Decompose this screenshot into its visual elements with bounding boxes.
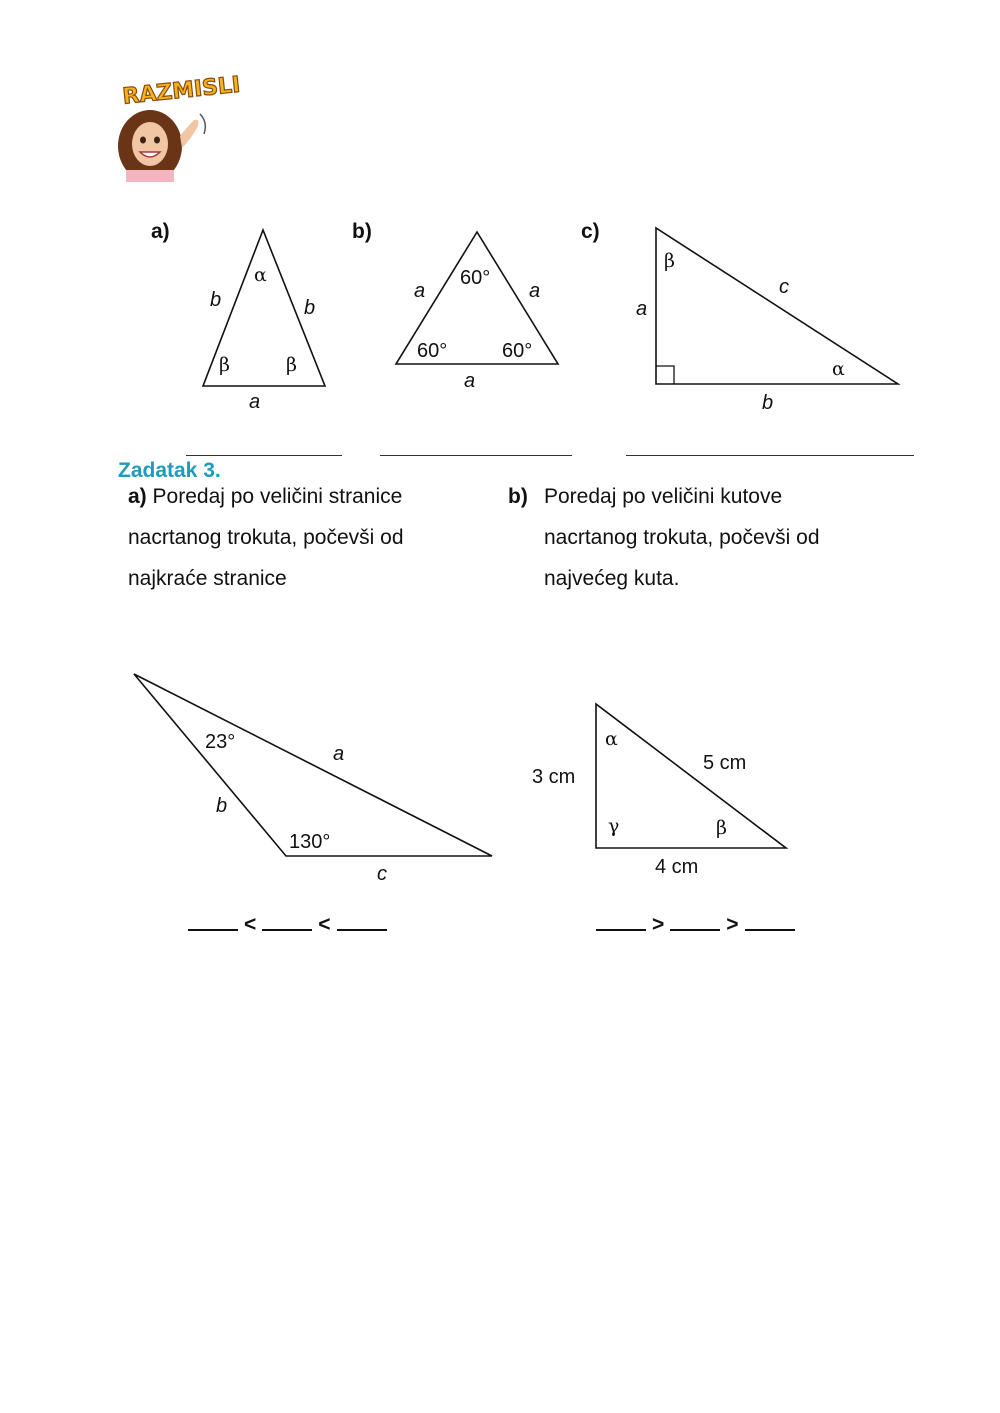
order-angles-answer <box>596 913 795 937</box>
task-3-title: Zadatak 3. <box>118 459 221 482</box>
triangle-a-angle-beta-left: β <box>219 354 230 376</box>
answer-line-b[interactable] <box>380 455 572 456</box>
answer-blank-4[interactable] <box>596 913 646 931</box>
triangle-b-angle-top: 60° <box>460 267 491 289</box>
right-triangle-figure <box>650 222 910 392</box>
triangle-c-side-a: a <box>636 298 648 320</box>
triangle-c-side-c: c <box>779 276 789 298</box>
part-a-label: a) <box>151 220 170 243</box>
razmisli-text: RAZMISLI <box>121 72 242 108</box>
triangle-3a-angle-130: 130° <box>289 831 331 853</box>
triangle-b-side-bottom: a <box>464 370 476 392</box>
triangle-3b-angle-alpha: α <box>605 728 618 750</box>
less-than-1: < <box>244 913 257 936</box>
part-c-label: c) <box>581 220 600 243</box>
triangle-b-angle-left: 60° <box>417 340 448 362</box>
triangle-3a-angle-23: 23° <box>205 731 236 753</box>
triangle-3b-angle-gamma: γ <box>608 815 620 837</box>
task-3b-label: b) <box>508 485 528 508</box>
triangle-3a-side-c: c <box>377 863 387 885</box>
task-3b-text <box>544 476 904 599</box>
task-3a-text <box>128 476 488 599</box>
triangle-3b-side-5cm: 5 cm <box>703 752 747 774</box>
triangle-3b-side-4cm: 4 cm <box>655 856 699 878</box>
task-3a-line-3: najkraće stranice <box>128 567 287 590</box>
triangle-b-side-left: a <box>414 280 426 302</box>
triangle-3a-side-a: a <box>333 743 345 765</box>
answer-blank-3[interactable] <box>337 913 387 931</box>
task-3b-line-1: Poredaj po veličini kutove <box>544 485 783 508</box>
part-b-label: b) <box>352 220 372 243</box>
triangle-a-angle-alpha: α <box>254 264 267 286</box>
triangle-c-angle-alpha: α <box>832 358 845 380</box>
triangle-c-angle-beta: β <box>664 250 675 272</box>
triangle-a-side-b-left: b <box>210 289 222 311</box>
less-than-2: < <box>318 913 331 936</box>
triangle-b-angle-right: 60° <box>502 340 533 362</box>
triangle-a-side-a: a <box>249 391 261 413</box>
triangle-a-side-b-right: b <box>304 297 316 319</box>
avatar <box>116 104 212 182</box>
task-3a-line-1: Poredaj po veličini stranice <box>152 485 403 508</box>
razmisli-badge-art <box>118 68 242 108</box>
right-triangle-3-4-5-figure <box>592 700 792 855</box>
answer-line-a[interactable] <box>186 455 342 456</box>
razmisli-badge <box>118 68 242 108</box>
task-3a-label: a) <box>128 485 147 508</box>
answer-blank-2[interactable] <box>262 913 312 931</box>
task-3a-line-2: nacrtanog trokuta, počevši od <box>128 526 404 549</box>
greater-than-2: > <box>726 913 739 936</box>
task-3b-line-3: najvećeg kuta. <box>544 567 680 590</box>
triangle-3b-angle-beta: β <box>716 817 727 839</box>
triangle-a-angle-beta-right: β <box>286 354 297 376</box>
triangle-3b-side-3cm: 3 cm <box>532 766 576 788</box>
triangle-3a-side-b: b <box>216 795 228 817</box>
answer-blank-1[interactable] <box>188 913 238 931</box>
answer-blank-6[interactable] <box>745 913 795 931</box>
answer-blank-5[interactable] <box>670 913 720 931</box>
triangle-c-side-b: b <box>762 392 774 414</box>
triangle-b-side-right: a <box>529 280 541 302</box>
order-sides-answer <box>188 913 387 937</box>
task-3b-line-2: nacrtanog trokuta, počevši od <box>544 526 820 549</box>
greater-than-1: > <box>652 913 665 936</box>
answer-line-c[interactable] <box>626 455 914 456</box>
